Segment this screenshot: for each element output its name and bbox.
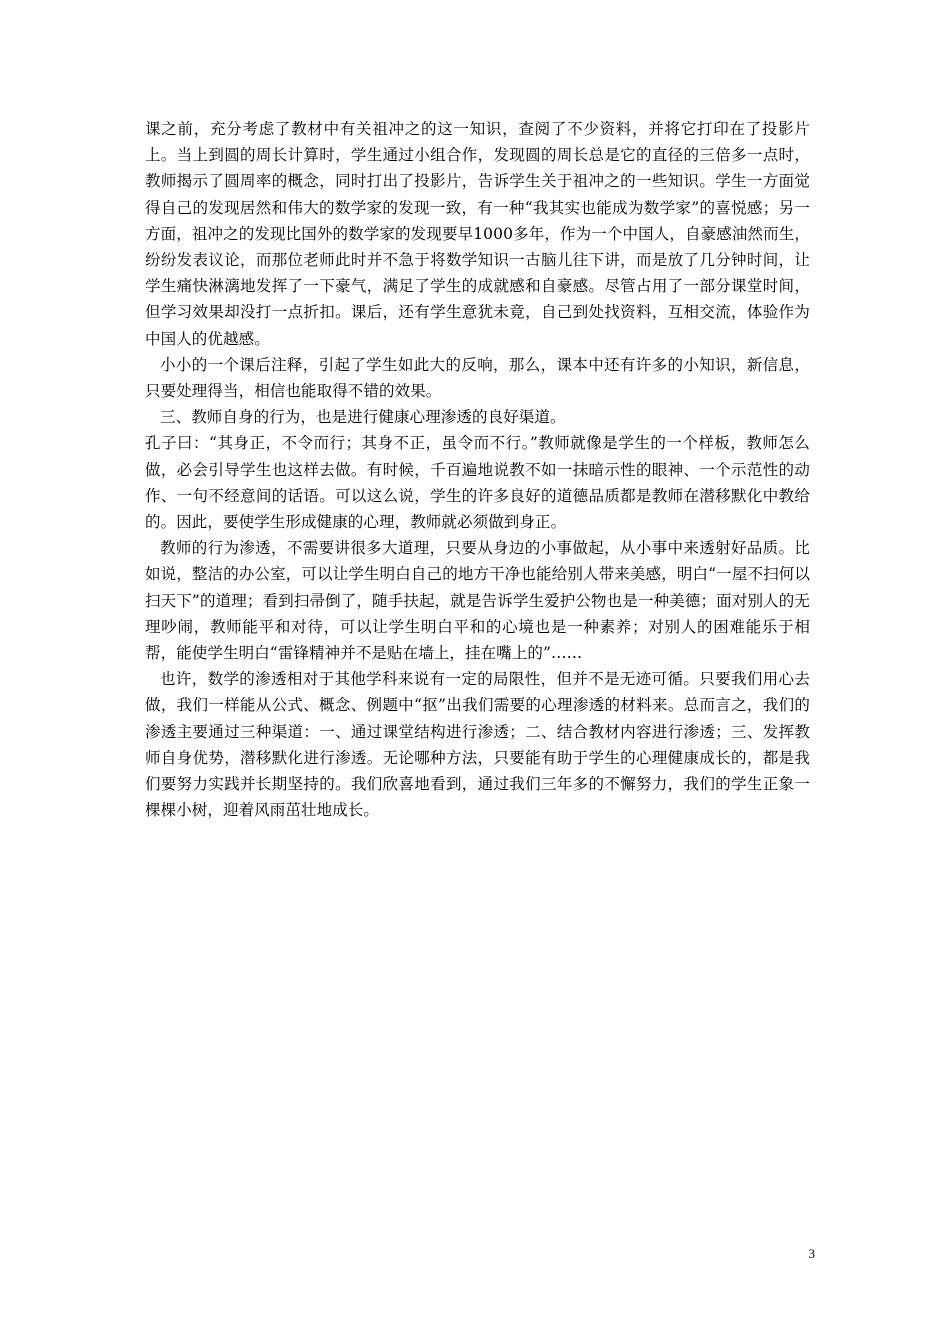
paragraph-4: 孔子曰：“其身正，不令而行；其身不正，虽令而不行。”教师就像是学生的一个样板，教师怎么做，必会引导学生也这样去做。有时候，千百遍地说教不如一抹暗示性的眼神、一个示范性的动作、一句不经意间的话语。可以这么说，学生的许多良好的道德品质都是教师在潜移默化中教给的。因此，要使学生形成健康的心理，教师就必须做到身正。 bbox=[145, 434, 810, 532]
section-heading-three: 三、教师自身的行为，也是进行健康心理渗透的良好渠道。 bbox=[160, 408, 566, 427]
document-body bbox=[145, 116, 810, 823]
paragraph-5: 教师的行为渗透，不需要讲很多大道理，只要从身边的小事做起，从小事中来透射好品质。比如说，整洁的办公室，可以让学生明白自己的地方干净也能给别人带来美感，明白“一屋不扫何以扫天下”的道理；看到扫帚倒了，随手扶起，就是告诉学生爱护公物也是一种美德；面对别人的无理吵闹，教师能平和对待，可以让学生明白平和的心境也是一种素养；对别人的困难能乐于相帮，能使学生明白“雷锋精神并不是贴在墙上，挂在嘴上的”…… bbox=[145, 539, 810, 663]
page-number: 3 bbox=[808, 1246, 815, 1261]
paragraph-6: 也许，数学的渗透相对于其他学科来说有一定的局限性，但并不是无迹可循。只要我们用心去做，我们一样能从公式、概念、例题中“抠”出我们需要的心理渗透的材料来。总而言之，我们的渗透主要通过三种渠道：一、通过课堂结构进行渗透；二、结合教材内容进行渗透；三、发挥教师自身优势，潜移默化进行渗透。无论哪种方法，只要能有助于学生的心理健康成长的，都是我们要努力实践并长期坚持的。我们欣喜地看到，通过我们三年多的不懈努力，我们的学生正象一棵棵小树，迎着风雨茁壮地成长。 bbox=[145, 670, 810, 820]
paragraph-1: 课之前，充分考虑了教材中有关祖冲之的这一知识，查阅了不少资料，并将它打印在了投影片上。当上到圆的周长计算时，学生通过小组合作，发现圆的周长总是它的直径的三倍多一点时，教师揭示了圆周率的概念，同时打出了投影片，告诉学生关于祖冲之的一些知识。学生一方面觉得自己的发现居然和伟大的数学家的发现一致，有一种“我其实也能成为数学家”的喜悦感；另一方面，祖冲之的发现比国外的数学家的发现要早1000多年，作为一个中国人，自豪感油然而生，纷纷发表议论，而那位老师此时并不急于将数学知识一古脑儿往下讲，而是放了几分钟时间，让学生痛快淋漓地发挥了一下豪气，满足了学生的成就感和自豪感。尽管占用了一部分课堂时间，但学习效果却没打一点折扣。课后，还有学生意犹未竟，自己到处找资料，互相交流，体验作为中国人的优越感。 bbox=[145, 120, 810, 348]
paragraph-2: 小小的一个课后注释，引起了学生如此大的反响，那么，课本中还有许多的小知识，新信息，只要处理得当，相信也能取得不错的效果。 bbox=[145, 355, 810, 401]
